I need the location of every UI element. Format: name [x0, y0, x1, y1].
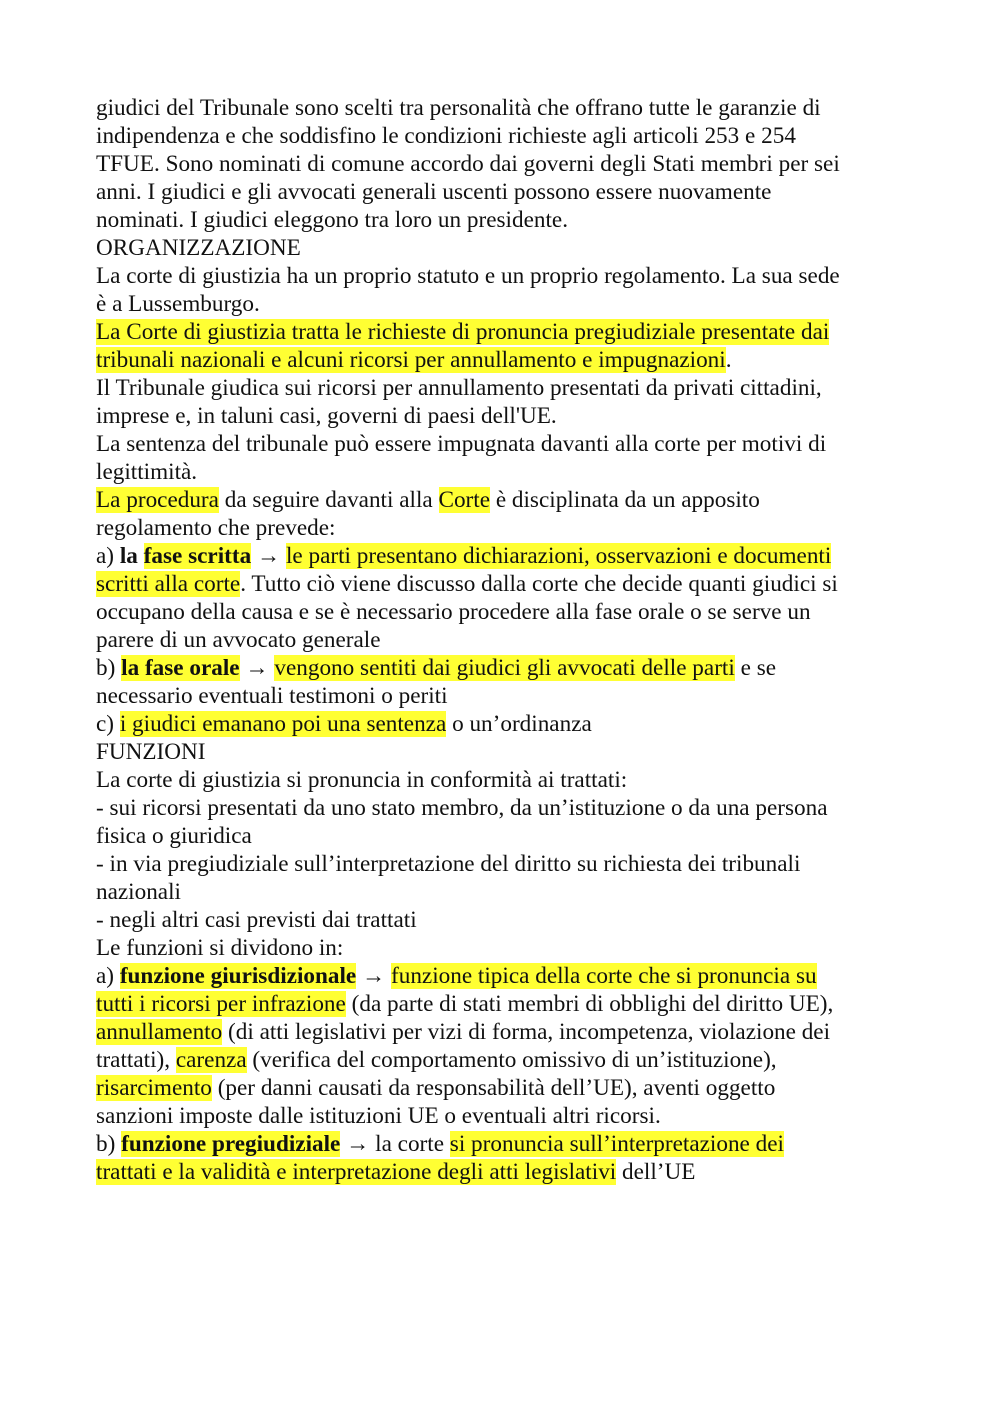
text-segment: a) — [96, 963, 120, 989]
highlighted-text: La Corte di giustizia tratta le richieste di pronuncia pregiudiziale presentate dai — [96, 319, 830, 345]
text-segment: TFUE. Sono nominati di comune accordo dai governi degli Stati membri per sei — [96, 151, 840, 177]
bold-text: la — [119, 543, 138, 569]
highlighted-text: i giudici emanano poi una sentenza — [119, 711, 447, 737]
text-segment: legittimità. — [96, 459, 198, 485]
text-segment: fisica o giuridica — [96, 823, 252, 849]
text-segment: regolamento che prevede: — [96, 515, 336, 541]
text-segment: . — [725, 347, 732, 373]
text-segment: giudici del Tribunale sono scelti tra personalità che offrano tutte le garanzie di — [96, 95, 821, 121]
text-segment: è disciplinata da un apposito — [490, 487, 760, 513]
text-line — [96, 94, 926, 122]
text-segment: o un’ordinanza — [446, 711, 592, 737]
text-line — [96, 262, 926, 290]
text-line — [96, 542, 926, 570]
text-line — [96, 682, 926, 710]
text-segment: FUNZIONI — [96, 739, 206, 765]
highlighted-text: risarcimento — [96, 1075, 212, 1101]
text-segment: La sentenza del tribunale può essere impugnata davanti alla corte per motivi di — [96, 431, 827, 457]
text-line — [96, 878, 926, 906]
text-line — [96, 990, 926, 1018]
text-line — [96, 374, 926, 402]
bold-text: la fase orale — [121, 655, 240, 681]
text-line — [96, 514, 926, 542]
highlighted-text: annullamento — [96, 1019, 223, 1045]
text-line — [96, 1158, 926, 1186]
text-line — [96, 1130, 926, 1158]
text-line — [96, 626, 926, 654]
text-segment: b) — [96, 1131, 122, 1157]
text-line — [96, 1018, 926, 1046]
text-segment: Il Tribunale giudica sui ricorsi per annullamento presentati da privati cittadini, — [96, 375, 822, 401]
text-segment: Le funzioni si dividono in: — [96, 935, 344, 961]
text-line — [96, 290, 926, 318]
text-segment: (verifica del comportamento omissivo di un’istituzione), — [246, 1047, 777, 1073]
text-segment: è a Lussemburgo. — [96, 291, 260, 317]
highlighted-text: le parti presentano dichiarazioni, osservazioni e documenti — [285, 543, 832, 569]
text-line — [96, 150, 926, 178]
text-segment: indipendenza e che soddisfino le condizioni richieste agli articoli 253 e 254 — [96, 123, 796, 149]
text-segment: ORGANIZZAZIONE — [96, 235, 301, 261]
text-line — [96, 486, 926, 514]
text-line — [96, 122, 926, 150]
text-segment: → — [356, 963, 391, 989]
text-segment: nazionali — [96, 879, 181, 905]
text-segment: anni. I giudici e gli avvocati generali uscenti possono essere nuovamente — [96, 179, 772, 205]
document-page — [96, 94, 926, 1186]
highlighted-bold-text — [144, 543, 252, 569]
text-segment: (di atti legislativi per vizi di forma, incompetenza, violazione dei — [222, 1019, 831, 1045]
text-segment: . Tutto ciò viene discusso dalla corte che decide quanti giudici si — [240, 571, 838, 597]
text-segment: necessario eventuali testimoni o periti — [96, 683, 448, 709]
text-line — [96, 850, 926, 878]
text-segment: - sui ricorsi presentati da uno stato membro, da un’istituzione o da una persona — [96, 795, 828, 821]
highlighted-text: trattati e la validità e interpretazione degli atti legislativi — [96, 1159, 617, 1185]
highlighted-bold-text — [121, 1131, 340, 1157]
text-segment: - negli altri casi previsti dai trattati — [96, 907, 417, 933]
text-segment: → — [251, 543, 286, 569]
text-segment: e se — [734, 655, 777, 681]
text-segment: dell’UE — [616, 1159, 696, 1185]
text-line — [96, 206, 926, 234]
text-line — [96, 794, 926, 822]
highlighted-text: carenza — [175, 1047, 247, 1073]
text-segment: parere di un avvocato generale — [96, 627, 381, 653]
text-line — [96, 962, 926, 990]
highlighted-text: La procedura — [96, 487, 219, 513]
text-segment: La corte di giustizia ha un proprio statuto e un proprio regolamento. La sua sede — [96, 263, 840, 289]
text-segment: - in via pregiudiziale sull’interpretazione del diritto su richiesta dei tribunali — [96, 851, 801, 877]
text-segment: b) — [96, 655, 122, 681]
text-line — [96, 766, 926, 794]
text-line — [96, 1102, 926, 1130]
text-segment: nominati. I giudici eleggono tra loro un presidente. — [96, 207, 569, 233]
highlighted-text: si pronuncia sull’interpretazione dei — [449, 1131, 784, 1157]
text-line — [96, 458, 926, 486]
highlighted-bold-text — [121, 655, 239, 681]
text-line — [96, 1046, 926, 1074]
text-segment: (per danni causati da responsabilità dell’UE), aventi oggetto — [211, 1075, 776, 1101]
text-line — [96, 346, 926, 374]
highlighted-text: Corte — [438, 487, 491, 513]
text-line — [96, 1074, 926, 1102]
highlighted-text: scritti alla corte — [96, 571, 241, 597]
text-segment: sanzioni imposte dalle istituzioni UE o eventuali altri ricorsi. — [96, 1103, 661, 1129]
text-segment: occupano della causa e se è necessario procedere alla fase orale o se serve un — [96, 599, 811, 625]
text-line — [96, 234, 926, 262]
text-line — [96, 822, 926, 850]
text-line — [96, 318, 926, 346]
highlighted-text: tutti i ricorsi per infrazione — [96, 991, 346, 1017]
text-line — [96, 178, 926, 206]
text-line — [96, 598, 926, 626]
text-segment: c) — [96, 711, 120, 737]
text-segment: → — [239, 655, 275, 681]
text-line — [96, 570, 926, 598]
highlighted-bold-text — [120, 963, 356, 989]
text-line — [96, 402, 926, 430]
bold-text: fase scritta — [143, 543, 252, 569]
highlighted-text: funzione tipica della corte che si pronuncia su — [391, 963, 817, 989]
text-segment: a) — [96, 543, 120, 569]
text-line — [96, 738, 926, 766]
text-segment: imprese e, in taluni casi, governi di paesi dell'UE. — [96, 403, 557, 429]
bold-text: funzione giurisdizionale — [119, 963, 357, 989]
text-segment: trattati), — [96, 1047, 176, 1073]
text-line — [96, 710, 926, 738]
highlighted-text: vengono sentiti dai giudici gli avvocati delle parti — [274, 655, 735, 681]
bold-text: funzione pregiudiziale — [121, 1131, 341, 1157]
text-segment: La corte di giustizia si pronuncia in conformità ai trattati: — [96, 767, 628, 793]
text-line — [96, 906, 926, 934]
highlighted-text: tribunali nazionali e alcuni ricorsi per annullamento e impugnazioni — [96, 347, 726, 373]
text-segment: da seguire davanti alla — [218, 487, 439, 513]
text-segment: (da parte di stati membri di obblighi del diritto UE), — [345, 991, 834, 1017]
text-segment: → la corte — [340, 1131, 450, 1157]
text-line — [96, 654, 926, 682]
text-line — [96, 934, 926, 962]
text-line — [96, 430, 926, 458]
